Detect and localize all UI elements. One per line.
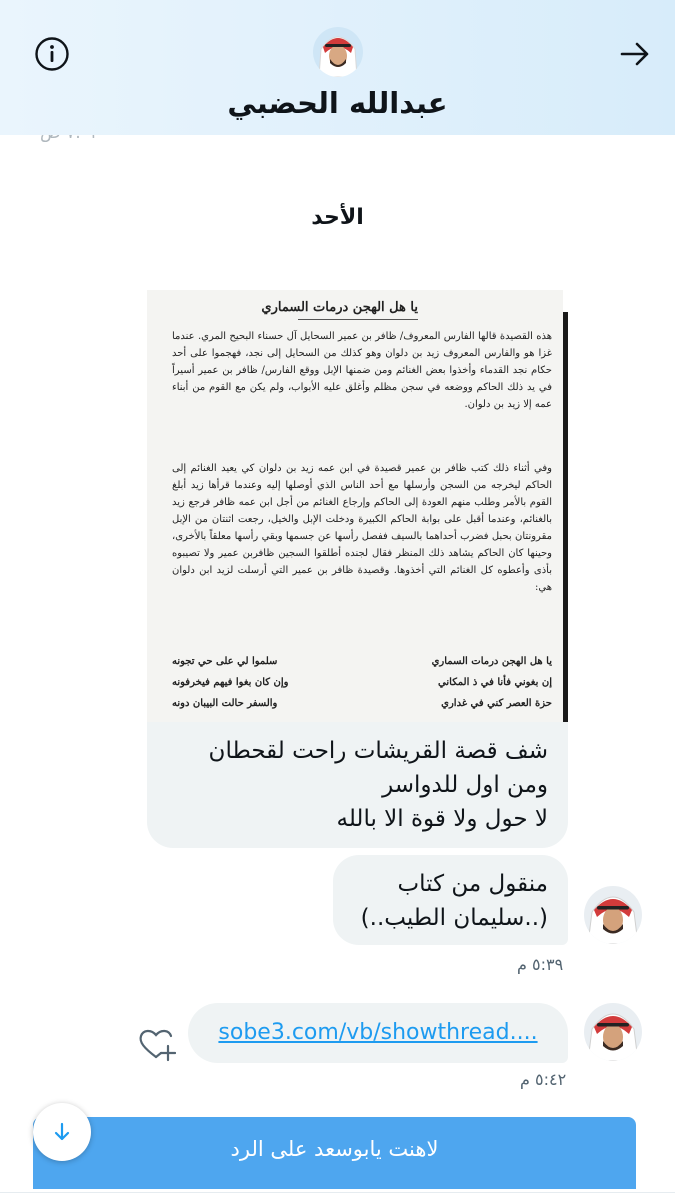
verse-row xyxy=(172,656,552,677)
verse-row xyxy=(172,677,552,698)
link-message-bubble[interactable] xyxy=(188,1003,568,1063)
message-bubble[interactable] xyxy=(147,722,568,848)
verse-row xyxy=(172,698,552,719)
message-bubble[interactable] xyxy=(333,855,568,945)
quick-reply-text: لاهنت يابوسعد على الرد xyxy=(230,1137,439,1161)
verse-second-half: وإن كان بغوا فيهم فيخرفونه xyxy=(172,677,289,688)
message-line: شف قصة القريشات راحت لقحطان xyxy=(208,738,548,764)
heart-plus-icon xyxy=(136,1024,176,1064)
title-underline xyxy=(298,319,418,320)
verse-first-half: حزة العصر كني في غداري xyxy=(441,698,552,709)
arrow-down-icon xyxy=(50,1120,74,1144)
day-divider: الأحد xyxy=(311,205,364,230)
book-title: يا هل الهجن درمات السماري xyxy=(261,300,418,315)
book-page-image[interactable] xyxy=(147,290,568,722)
info-button[interactable] xyxy=(30,32,74,76)
arrow-right-icon xyxy=(618,37,652,71)
back-button[interactable] xyxy=(613,32,657,76)
verse-second-half: والسفر حالت البيبان دونه xyxy=(172,698,278,709)
quick-reply-bar[interactable] xyxy=(33,1117,636,1189)
message-line: منقول من كتاب xyxy=(397,871,548,897)
book-paragraph-1: هذه القصيدة قالها الفارس المعروف/ ظافر بن عمير السحايل آل حسناء البحيح المري. عندما غزا هو والفارس المعروف زيد بن دلوان وهو كذلك من السحايل إلى نجد، فهجموا على أحد حكام نجد القدماء وأخذوا بعض الغنائم ومن ضمنها الإبل ووقع الفارس/ ظافر بن عمير أسيراً في يد ذلك الحاكم ووضعه في سجن مظلم وأغلق عليه الأبواب، ولم يكن مع القوم من أبناء عمه إلا زيد بن دلوان. xyxy=(172,331,552,410)
message-link[interactable]: sobe3.com/vb/showthread.... xyxy=(218,1020,538,1045)
header-avatar[interactable] xyxy=(313,27,363,77)
message-timestamp: ٥:٤٢ م xyxy=(520,1070,567,1089)
message-line: لا حول ولا قوة الا بالله xyxy=(336,806,548,832)
message-line: (..سليمان الطيب..) xyxy=(360,905,548,931)
page-edge xyxy=(563,312,568,722)
sender-avatar[interactable] xyxy=(584,886,642,944)
verse-first-half: يا هل الهجن درمات السماري xyxy=(431,656,552,667)
react-button[interactable] xyxy=(136,1024,176,1064)
conversation-header xyxy=(0,0,675,135)
poem-verses xyxy=(172,656,552,719)
sender-avatar[interactable] xyxy=(584,1003,642,1061)
book-paragraph-2: وفي أثناء ذلك كتب ظافر بن عمير قصيدة في ابن عمه زيد بن دلوان كي يعيد الغنائم إلى الحاكم ليخرجه من السجن وأرسلها مع أحد الناس الذي أوصلها إليه وعندما قرأها زيد أبلغ القوم بالأمر وطلب منهم العودة إلى الحاكم وإرجاع الغنائم من أجل ابن عمه ظافر فرجع زيد بالغنائم، وعندما أقبل على بوابة الحاكم الكبيرة ودخلت الإبل والخيل، رجعت اثنتان من الإبل مقرونتان بحبل فضرب أحداهما بالسيف ففصل رأسها عن جسمها وبقي رأسها معلقاً بالأخرى، وحينها كان الحاكم يشاهد ذلك المنظر فقال لجنده أطلقوا السجين ظافربن عمير ولا تصيبوه بأذى وأعطوه كل الغنائم التي أخذوها. وقصيدة ظافر بن عمير التي أرسلت لزيد ابن دلوان هي: xyxy=(172,463,552,593)
message-timestamp: ٥:٣٩ م xyxy=(517,955,564,974)
contact-name[interactable]: عبدالله الحضبي xyxy=(227,86,448,120)
message-line: ومن اول للدواسر xyxy=(382,772,548,798)
verse-first-half: إن بغوني فأنا في ذ المكاني xyxy=(438,677,552,688)
scroll-to-bottom-button[interactable] xyxy=(33,1103,91,1161)
info-icon xyxy=(34,36,70,72)
verse-second-half: سلموا لي على حي تجونه xyxy=(172,656,278,667)
